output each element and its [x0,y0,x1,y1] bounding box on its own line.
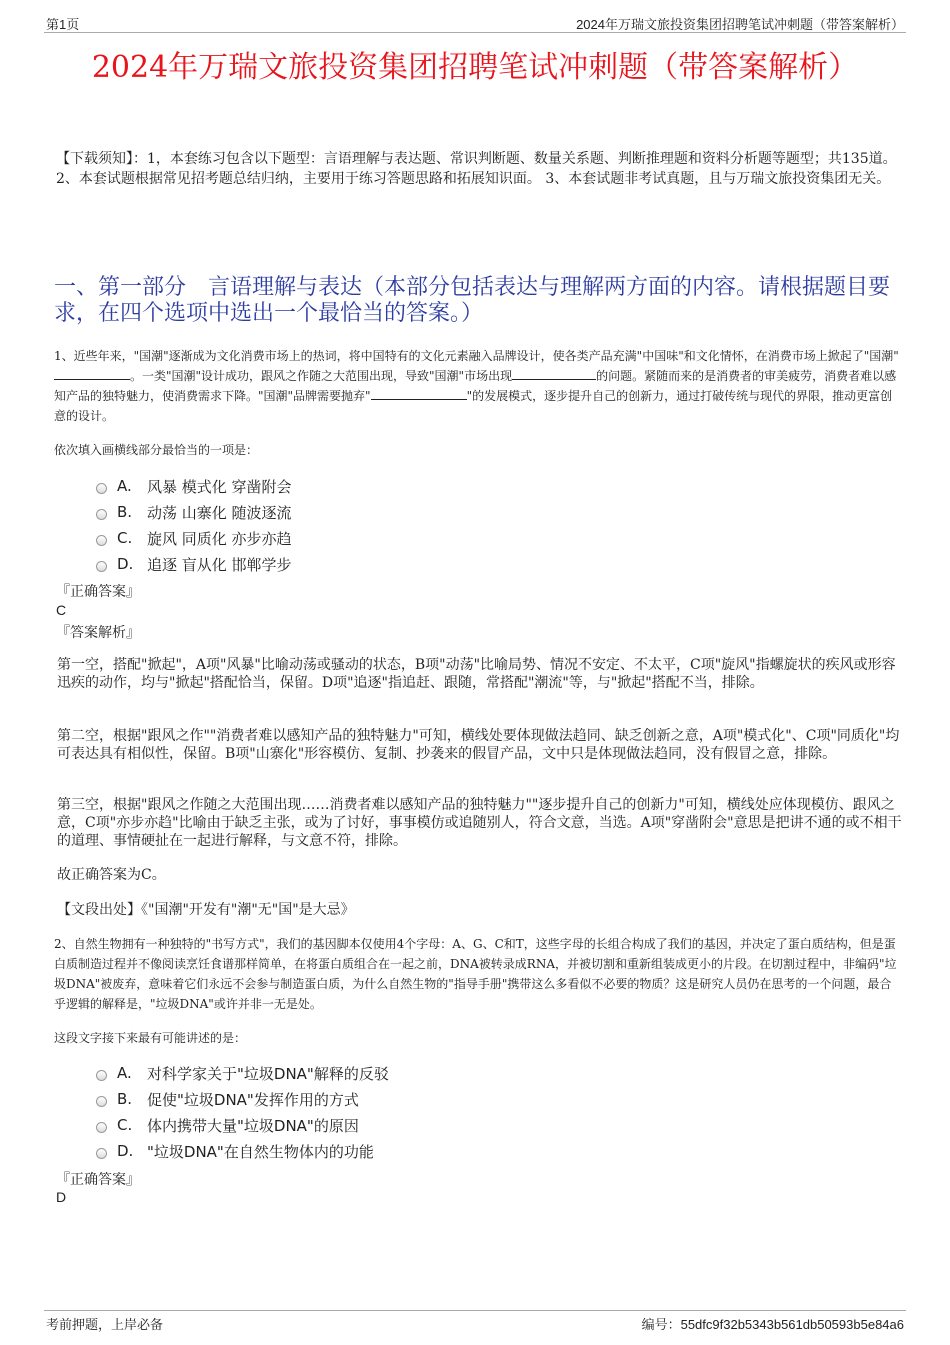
analysis-paragraph: 第三空，根据"跟风之作随之大范围出现……消费者难以感知产品的独特魅力""逐步提升自己的创新力"可知，横线处应体现模仿、跟风之意，C项"亦步亦趋"比喻由于缺乏主张，或为了讨好，事事模仿或追随别人，符合文意，当选。A项"穿凿附会"意思是把讲不通的或不相干的道理、事情硬扯在一起进行解释，与文意不符，排除。 [57,797,902,849]
option-a[interactable] [96,473,292,499]
question-2-stem: 2、自然生物拥有一种独特的"书写方式"，我们的基因脚本仅使用4个字母：A、G、C和T，这些字母的长组合构成了我们的基因，并决定了蛋白质结构，但是蛋白质制造过程并不像阅读烹饪食谱那样简单，在将蛋白质组合在一起之前，DNA被转录成RNA，并被切割和重新组装成更小的片段。在切割过程中，非编码"垃圾DNA"被废弃，意味着它们永远不会参与制造蛋白质，为什么自然生物的"指导手册"携带这么多看似不必要的物质？这是研究人员仍在思考的一个问题，最合乎逻辑的解释是，"垃圾DNA"或许并非一无是处。 [54,937,897,1011]
option-text: "垃圾DNA"在自然生物体内的功能 [147,1142,374,1161]
id-value: 55dfc9f32b5343b561db50593b5e84a6 [680,1317,904,1332]
stem-text: "的发展模式，逐步提升自己的创新力，通过打破传统与现代的界限，推动更富创意的设计。 [54,389,893,423]
stem-text: 。一类"国潮"设计成功，跟风之作随之大范围出现，导致"国潮"市场出现 [130,369,513,383]
question-1-stem [54,346,902,426]
document-id [642,1314,904,1333]
question-1-options [96,473,292,577]
header-doc-title: 2024年万瑞文旅投资集团招聘笔试冲刺题（带答案解析） [576,17,904,32]
radio-icon[interactable] [96,535,107,546]
option-text: 风暴 模式化 穿凿附会 [147,477,292,496]
download-notice: 【下载须知】：1，本套练习包含以下题型：言语理解与表达题、常识判断题、数量关系题、判断推理题和资料分析题等题型；共135道。 2、本套试题根据常见招考题总结归纳，主要用于练习答题思路和拓展知识面。 3、本套试题非考试真题，且与万瑞文旅投资集团无关。 [56,151,897,187]
option-letter: A. [117,1064,132,1082]
question-2-prompt: 这段文字接下来最有可能讲述的是： [54,1031,247,1045]
analysis-label: 『答案解析』 [56,625,140,641]
radio-icon[interactable] [96,1096,107,1107]
page-number: 第1页 [46,17,80,32]
option-c[interactable] [96,525,292,551]
question-1-prompt: 依次填入画横线部分最恰当的一项是： [54,443,259,457]
option-letter: B. [117,1090,133,1108]
option-a[interactable] [96,1060,389,1086]
blank-1 [54,368,130,380]
stem-text: 的问题。紧随而来的是消费者的审美疲劳，消费者难以感知产品的独特魅力，使消费需求下降。"国潮"品牌需要抛弃" [54,369,897,403]
section-heading: 一、第一部分 言语理解与表达（本部分包括表达与理解两方面的内容。请根据题目要求，在四个选项中选出一个最恰当的答案。） [54,275,891,326]
option-c[interactable] [96,1112,389,1138]
radio-icon[interactable] [96,1070,107,1081]
option-text: 促使"垃圾DNA"发挥作用的方式 [147,1090,359,1109]
radio-icon[interactable] [96,561,107,572]
header-divider [44,32,906,33]
radio-icon[interactable] [96,509,107,520]
answer-value: C [56,602,67,618]
option-letter: C. [117,529,133,547]
option-letter: B. [117,503,133,521]
option-text: 体内携带大量"垃圾DNA"的原因 [147,1116,359,1135]
option-b[interactable] [96,1086,389,1112]
id-label: 编号： [641,1317,681,1332]
option-text: 旋风 同质化 亦步亦趋 [147,529,292,548]
answer-label: 『正确答案』 [56,1172,140,1188]
blank-2 [512,368,596,380]
option-text: 对科学家关于"垃圾DNA"解释的反驳 [147,1064,389,1083]
stem-text: 1、近些年来，"国潮"逐渐成为文化消费市场上的热词，将中国特有的文化元素融入品牌设计，使各类产品充满"中国味"和文化情怀，在消费市场上掀起了"国潮" [54,349,899,363]
option-letter: C. [117,1116,133,1134]
option-d[interactable] [96,551,292,577]
question-2-options [96,1060,389,1164]
analysis-paragraph: 第一空，搭配"掀起"，A项"风暴"比喻动荡或骚动的状态，B项"动荡"比喻局势、情况不安定、不太平，C项"旋风"指螺旋状的疾风或形容迅疾的动作，均与"掀起"搭配恰当，保留。D项"追逐"指追赶、跟随，常搭配"潮流"等，与"掀起"搭配不当，排除。 [57,657,896,691]
option-text: 动荡 山寨化 随波逐流 [147,503,292,522]
radio-icon[interactable] [96,483,107,494]
option-text: 追逐 盲从化 邯郸学步 [147,555,292,574]
document-title: 2024年万瑞文旅投资集团招聘笔试冲刺题（带答案解析） [91,50,859,85]
source-citation: 【文段出处】《"国潮"开发有"潮"无"国"是大忌》 [57,902,355,918]
footer-divider [44,1310,906,1311]
answer-label: 『正确答案』 [56,584,140,600]
option-d[interactable] [96,1138,389,1164]
option-b[interactable] [96,499,292,525]
analysis-paragraph: 第二空，根据"跟风之作""消费者难以感知产品的独特魅力"可知，横线处要体现做法趋同、缺乏创新之意，A项"模式化"、C项"同质化"均可表达具有相似性，保留。B项"山寨化"形容模仿、复制、抄袭来的假冒产品，文中只是体现做法趋同，没有假冒之意，排除。 [57,728,900,762]
option-letter: D. [117,555,134,573]
analysis-conclusion: 故正确答案为C。 [57,867,166,883]
answer-value: D [56,1189,67,1205]
blank-3 [371,388,467,400]
radio-icon[interactable] [96,1148,107,1159]
option-letter: D. [117,1142,134,1160]
option-letter: A. [117,477,132,495]
radio-icon[interactable] [96,1122,107,1133]
footer-slogan: 考前押题，上岸必备 [46,1317,164,1332]
